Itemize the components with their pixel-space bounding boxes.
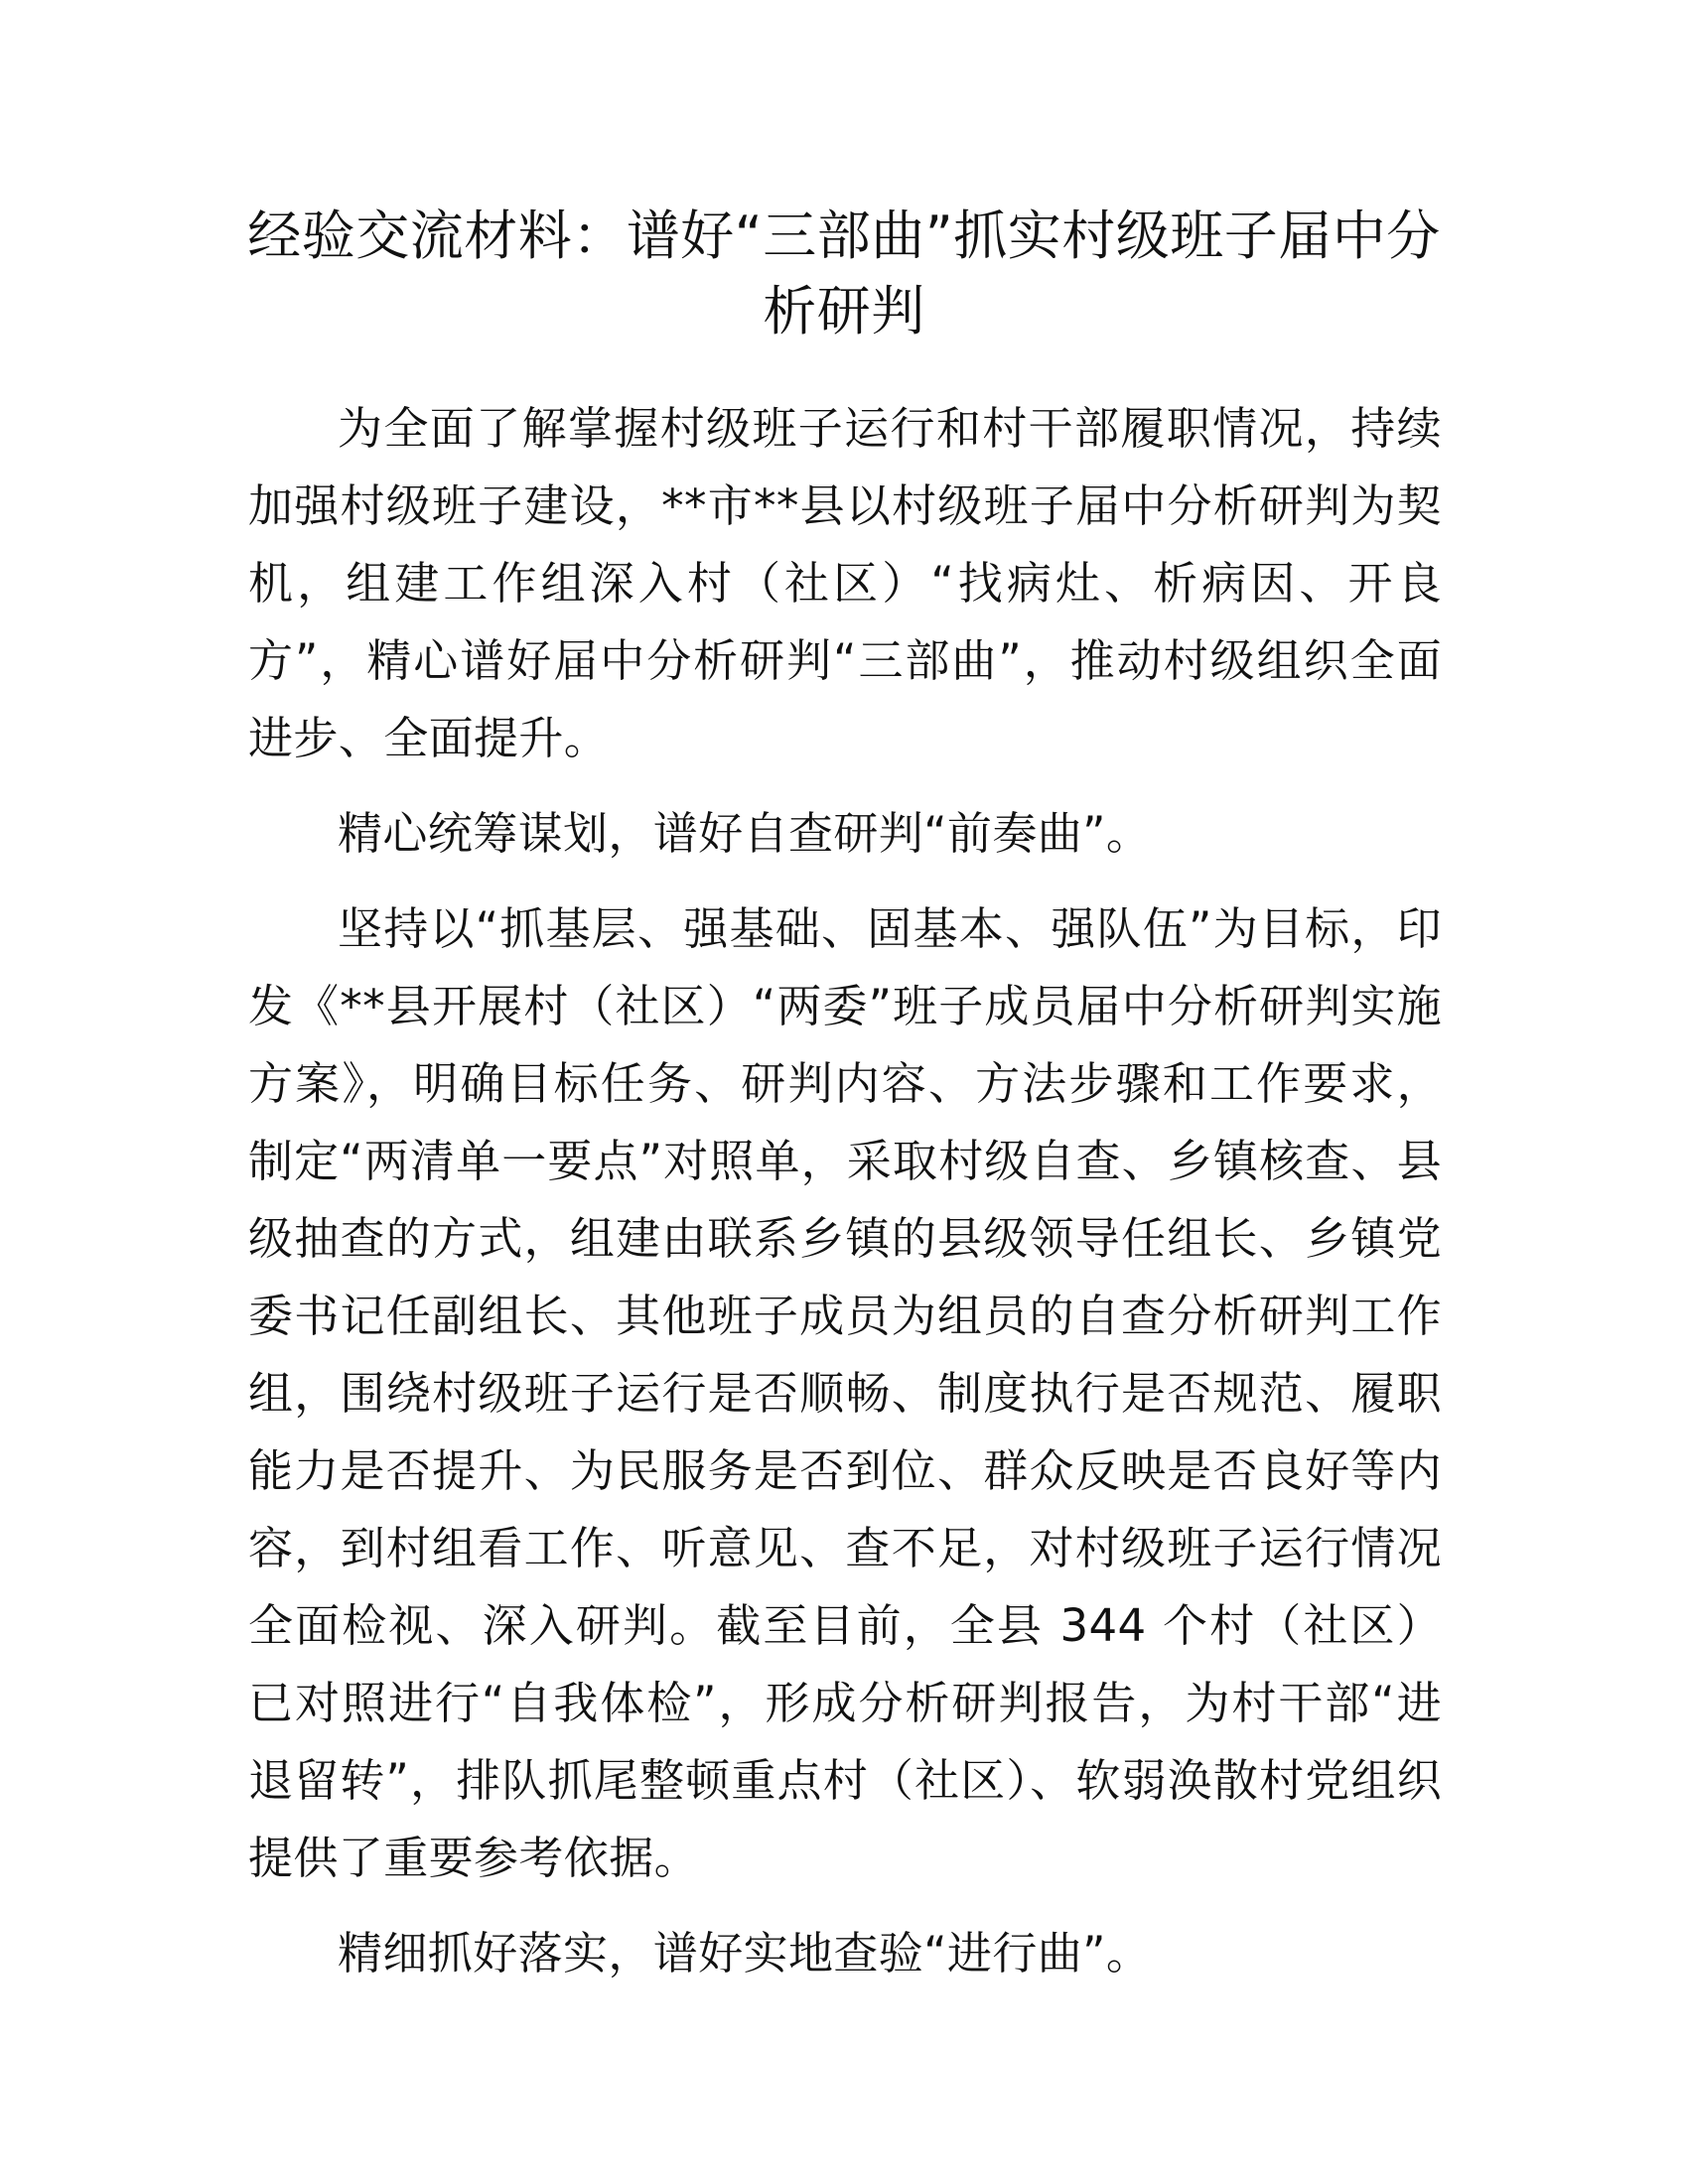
- paragraph-section-1: 坚持以“抓基层、强基础、固基本、强队伍”为目标，印发《**县开展村（社区）“两委”班子成员届中分析研判实施方案》，明确目标任务、研判内容、方法步骤和工作要求，制定“两清单一要点”对照单，采取村级自查、乡镇核查、县级抽查的方式，组建由联系乡镇的县级领导任组长、乡镇党委书记任副组长、其他班子成员为组员的自查分析研判工作组，围绕村级班子运行是否顺畅、制度执行是否规范、履职能力是否提升、为民服务是否到位、群众反映是否良好等内容，到村组看工作、听意见、查不足，对村级班子运行情况全面检视、深入研判。截至目前，全县 344 个村（社区）已对照进行“自我体检”，形成分析研判报告，为村干部“进退留转”，排队抓尾整顿重点村（社区）、软弱涣散村党组织提供了重要参考依据。: [248, 902, 1442, 1884]
- section-heading-1: 精心统筹谋划，谱好自查研判“前奏曲”。: [338, 807, 1152, 860]
- section-heading-2: 精细抓好落实，谱好实地查验“进行曲”。: [338, 1927, 1152, 1979]
- document-body: [248, 390, 1442, 1992]
- document-title: 经验交流材料：谱好“三部曲”抓实村级班子届中分析研判: [247, 205, 1441, 342]
- paragraph-intro: 为全面了解掌握村级班子运行和村干部履职情况，持续加强村级班子建设，**市**县以村级班子届中分析研判为契机，组建工作组深入村（社区）“找病灶、析病因、开良方”，精心谱好届中分析研判“三部曲”，推动村级组织全面进步、全面提升。: [248, 402, 1442, 764]
